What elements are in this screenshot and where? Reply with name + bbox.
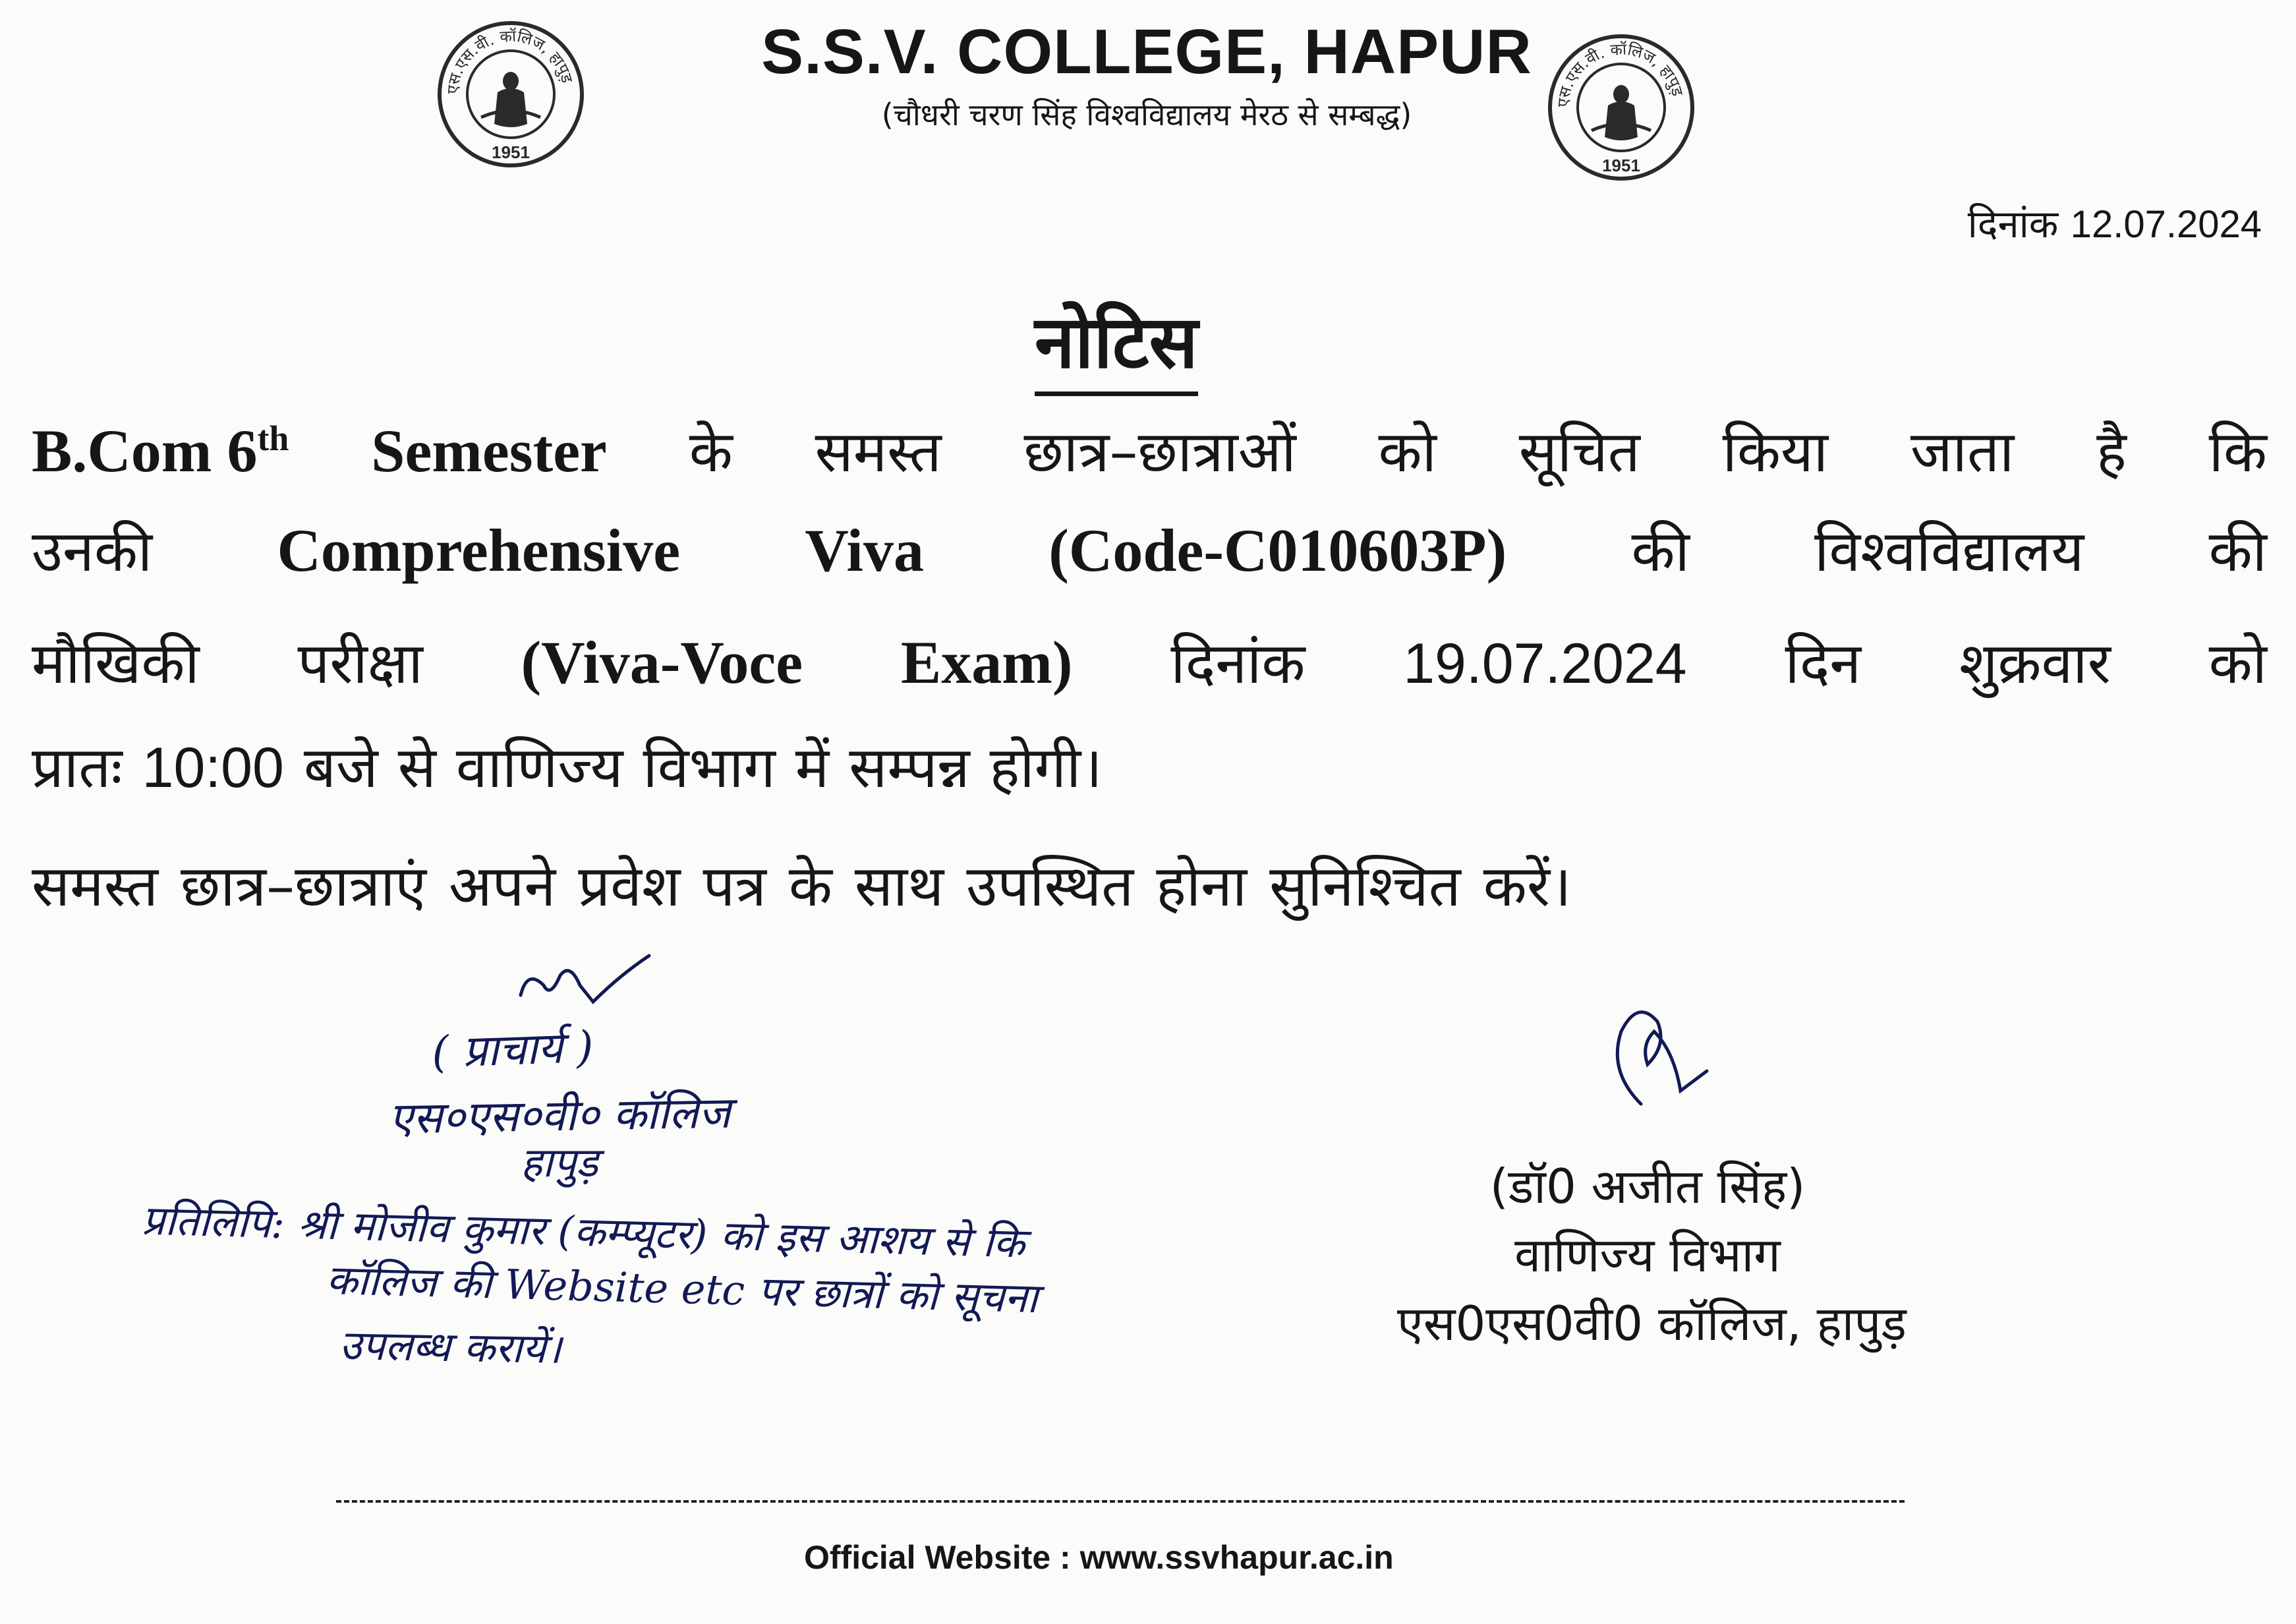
word: शुक्रवार bbox=[1959, 631, 2111, 697]
word: प्रवेश bbox=[578, 854, 681, 919]
footer-divider bbox=[336, 1500, 1905, 1503]
principal-college: एस०एस०वी० कॉलिज bbox=[388, 1087, 732, 1144]
word: उपस्थित bbox=[966, 854, 1134, 919]
word: में bbox=[795, 735, 830, 801]
signatory-signature bbox=[1601, 992, 1720, 1124]
word: किया bbox=[1722, 419, 1829, 485]
signatory-college: एस0एस0वी0 कॉलिज, हापुड़ bbox=[1397, 1296, 1907, 1351]
seal-year: 1951 bbox=[1602, 156, 1640, 175]
word: विभाग bbox=[643, 735, 776, 801]
word: समस्त bbox=[815, 419, 942, 485]
word: सम्पन्न bbox=[849, 735, 970, 801]
word: (Viva-Voce bbox=[521, 629, 803, 696]
notice-title: नोटिस bbox=[1035, 290, 1198, 396]
word: वाणिज्य bbox=[455, 735, 623, 801]
signatory-block bbox=[1397, 1152, 1907, 1358]
word: बजे bbox=[303, 735, 378, 801]
signatory-name: (डॉ0 अजीत सिंह) bbox=[1489, 1159, 1806, 1214]
signatory-department: वाणिज्य विभाग bbox=[1514, 1227, 1781, 1283]
seal-text: एस.एस.वी. कॉलिज, हापुड़ bbox=[1553, 40, 1687, 108]
college-seal-left bbox=[435, 18, 587, 170]
date-label: दिनांक bbox=[1967, 202, 2059, 246]
word: कि bbox=[2208, 419, 2267, 485]
date-value: 12.07.2024 bbox=[2070, 203, 2262, 246]
word: पत्र bbox=[703, 854, 766, 919]
seal-text: एस.एस.वी. कॉलिज, हापुड़ bbox=[443, 26, 577, 95]
word: उनकी bbox=[32, 519, 153, 585]
word: की bbox=[2208, 519, 2267, 585]
word: समस्त bbox=[32, 854, 159, 919]
word: जाता bbox=[1910, 419, 2015, 485]
affiliation-line: (चौधरी चरण सिंह विश्वविद्यालय मेरठ से सम्बद्ध) bbox=[881, 97, 1412, 132]
word: के bbox=[788, 854, 832, 919]
word: छात्र–छात्राओं bbox=[1023, 419, 1296, 485]
word: दिन bbox=[1785, 631, 1862, 697]
copy-note-line-1: प्रतिलिपि: श्री मोजीव कुमार (कम्प्यूटर) को इस आशय से कि bbox=[141, 1196, 1025, 1267]
exam-time: 10:00 bbox=[142, 736, 284, 799]
word: Comprehensive bbox=[277, 517, 681, 584]
college-name: S.S.V. COLLEGE, HAPUR bbox=[761, 16, 1532, 87]
word: Exam) bbox=[900, 629, 1073, 696]
body-line-4 bbox=[32, 732, 2267, 804]
word: छात्र–छात्राएं bbox=[181, 854, 426, 919]
copy-note-line-2: कॉलिज की Website etc पर छात्रों को सूचना bbox=[326, 1255, 1039, 1323]
word: करें। bbox=[1483, 854, 1572, 919]
word: अपने bbox=[448, 854, 556, 919]
word: है bbox=[2096, 419, 2127, 485]
body-line-5 bbox=[32, 850, 2267, 923]
word: को bbox=[2208, 631, 2267, 697]
word: के bbox=[689, 419, 733, 485]
word: Semester bbox=[371, 417, 607, 484]
word: दिनांक bbox=[1170, 631, 1306, 697]
word: सूचित bbox=[1518, 419, 1640, 485]
body-line-2 bbox=[32, 514, 2267, 588]
word: Viva bbox=[805, 517, 924, 584]
principal-designation: ( प्राचार्य ) bbox=[430, 1021, 594, 1078]
principal-city: हापुड़ bbox=[521, 1138, 598, 1186]
word: होगी। bbox=[989, 735, 1103, 801]
copy-note-line-3: उपलब्ध करायें। bbox=[339, 1321, 562, 1373]
seal-year: 1951 bbox=[492, 142, 530, 162]
body-line-3 bbox=[32, 626, 2267, 700]
footer-website: Official Website : www.ssvhapur.ac.in bbox=[804, 1539, 1394, 1576]
word: साथ bbox=[854, 854, 944, 919]
word: होना bbox=[1156, 854, 1248, 919]
word: प्रातः bbox=[32, 735, 123, 801]
exam-date: 19.07.2024 bbox=[1403, 632, 1687, 695]
body-line-1 bbox=[32, 402, 2267, 488]
course-name: B.Com 6th bbox=[32, 417, 289, 484]
word: सुनिश्चित bbox=[1269, 854, 1461, 919]
word: परीक्षा bbox=[297, 631, 423, 697]
word: मौखिकी bbox=[32, 631, 200, 697]
word: विश्वविद्यालय bbox=[1814, 519, 2084, 585]
paper-code: (Code-C010603P) bbox=[1048, 517, 1507, 584]
word: की bbox=[1631, 519, 1690, 585]
word: से bbox=[397, 735, 436, 801]
notice-date bbox=[1968, 196, 2262, 248]
word: को bbox=[1378, 419, 1437, 485]
